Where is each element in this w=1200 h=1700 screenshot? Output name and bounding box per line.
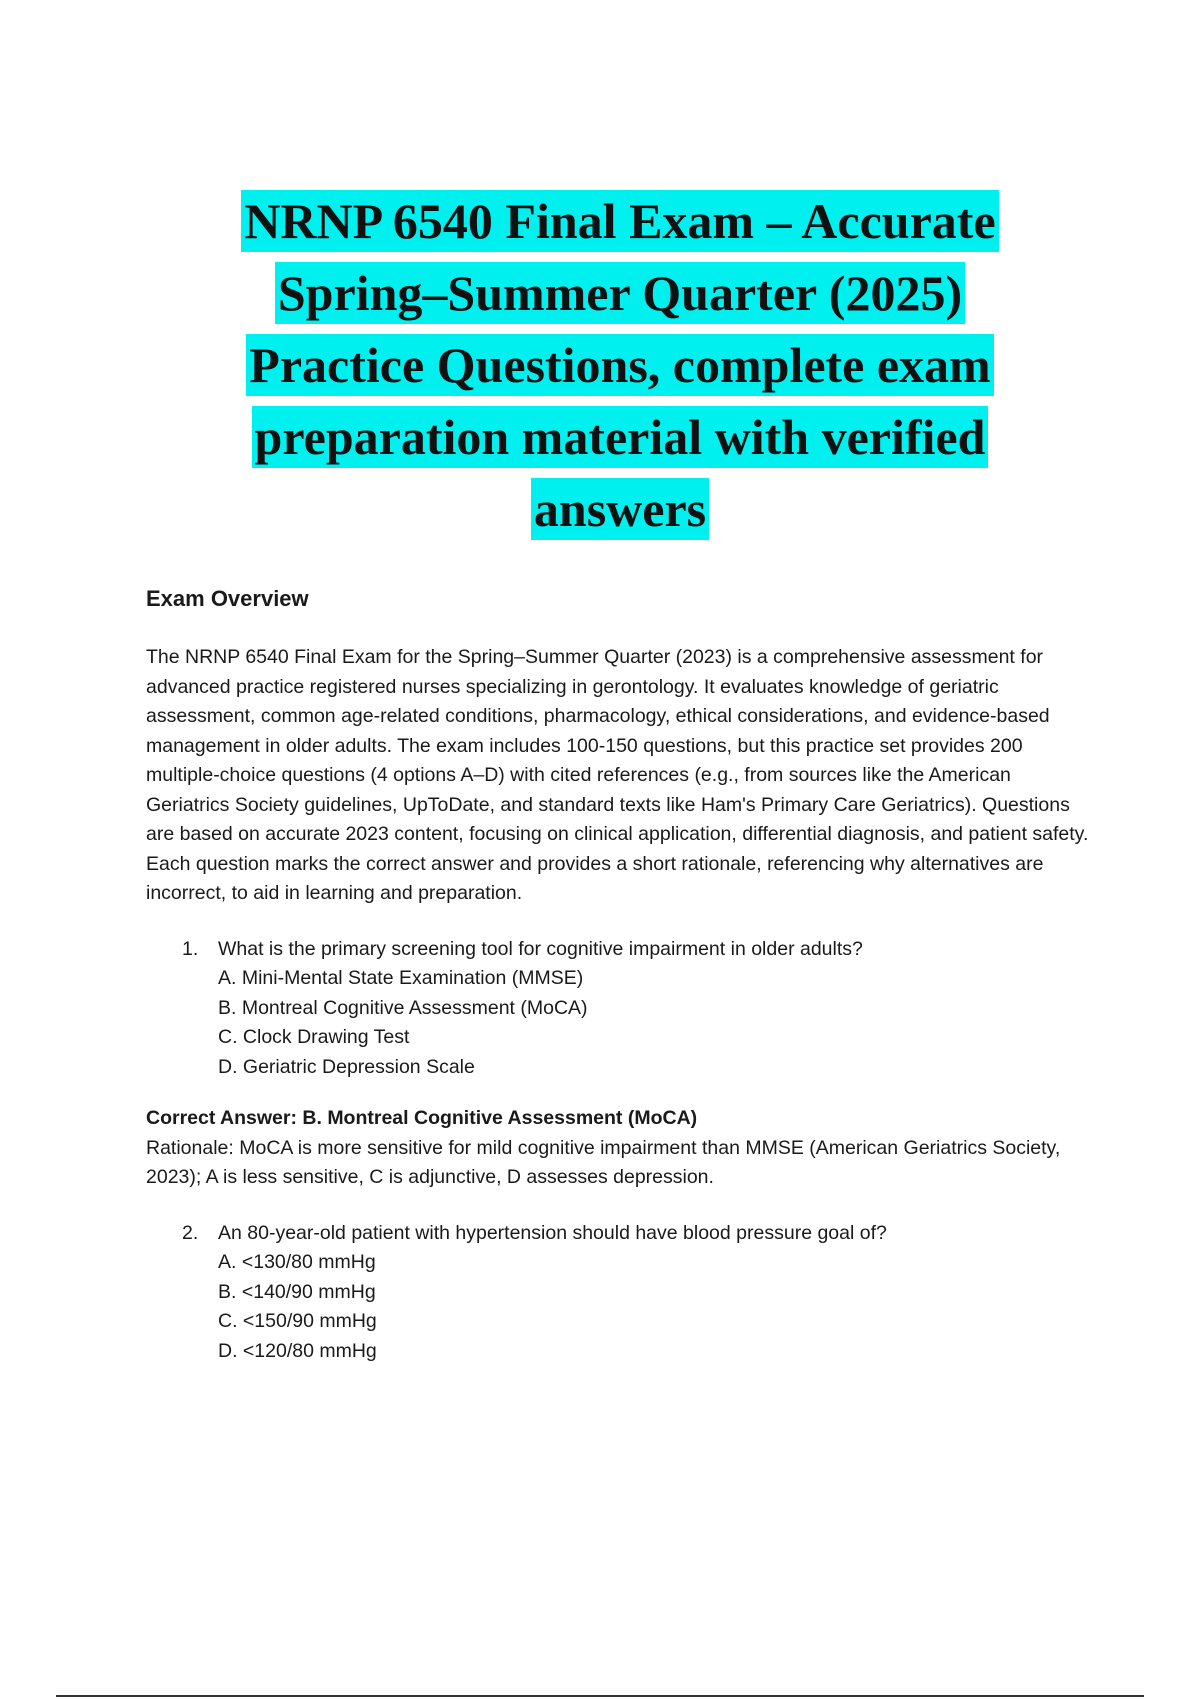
option-c: C. Clock Drawing Test (218, 1026, 410, 1048)
answer-options (146, 964, 1096, 1082)
option-c: C. <150/90 mmHg (218, 1310, 377, 1332)
option-a: A. <130/80 mmHg (218, 1251, 376, 1273)
answer-block-1 (146, 1104, 1096, 1193)
document-title (150, 190, 1090, 550)
option-b: B. <140/90 mmHg (218, 1280, 376, 1303)
overview-text: The NRNP 6540 Final Exam for the Spring–Summer Quarter (2023) is a comprehensive assessment for advanced practice registered nurses specializing in gerontology. It evaluates knowledge of geriatric assessment, common age-related conditions, pharmacology, ethical considerations, and evidence-based management in older adults. The exam includes 100-150 questions, but this practice set provides 200 multiple-choice questions (4 options A–D) with cited references (e.g., from sources like the American Geriatrics Society guidelines, UpToDate, and standard texts like Ham's Primary Care Geriatrics). Questions are based on accurate 2023 content, focusing on clinical application, differential diagnosis, and patient safety. Each question marks the correct answer and provides a short rationale, referencing why alternatives are incorrect, to aid in learning and preparation. (146, 646, 1089, 904)
rationale: Rationale: MoCA is more sensitive for mild cognitive impairment than MMSE (American Geriatrics Society, 2023); A is less sensitive, C is adjunctive, D assesses depression. (146, 1136, 1061, 1188)
question-1 (146, 935, 1096, 1083)
title-line: NRNP 6540 Final Exam – Accurate (241, 190, 998, 252)
title-line: answers (531, 478, 709, 540)
title-line: Practice Questions, complete exam (246, 334, 993, 396)
title-line: preparation material with verified (252, 406, 989, 468)
question-2 (146, 1219, 1096, 1367)
question-text: What is the primary screening tool for cognitive impairment in older adults? (218, 937, 863, 960)
correct-answer: Correct Answer: B. Montreal Cognitive Assessment (MoCA) (146, 1107, 698, 1129)
answer-options (146, 1248, 1096, 1366)
document-body (146, 583, 1096, 1366)
option-a: A. Mini-Mental State Examination (MMSE) (218, 967, 584, 989)
overview-heading: Exam Overview (146, 586, 309, 611)
option-d: D. Geriatric Depression Scale (218, 1055, 475, 1078)
question-text: An 80-year-old patient with hypertension should have blood pressure goal of? (218, 1221, 887, 1244)
question-number: 2. (182, 1221, 199, 1244)
option-b: B. Montreal Cognitive Assessment (MoCA) (218, 996, 588, 1019)
option-d: D. <120/80 mmHg (218, 1339, 377, 1362)
page-bottom-divider (56, 1695, 1144, 1697)
question-number: 1. (182, 937, 199, 960)
title-line: Spring–Summer Quarter (2025) (275, 262, 965, 324)
